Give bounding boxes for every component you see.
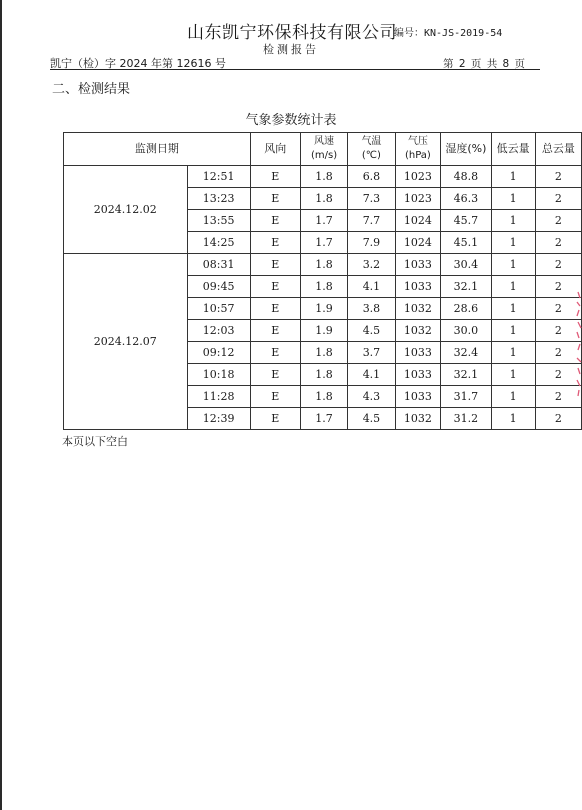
humidity-cell: 30.0 [441, 320, 491, 342]
pressure-cell: 1032 [395, 408, 441, 430]
dir-cell: E [250, 254, 300, 276]
time-cell: 12:03 [187, 320, 250, 342]
humidity-cell: 45.1 [441, 232, 491, 254]
low-cell: 1 [491, 232, 535, 254]
dir-cell: E [250, 210, 300, 232]
time-cell: 14:25 [187, 232, 250, 254]
header-wind-direction: 风向 [250, 133, 300, 166]
temp-cell: 4.5 [348, 320, 395, 342]
table-row [64, 166, 582, 188]
pressure-cell: 1032 [395, 298, 441, 320]
pressure-cell: 1033 [395, 254, 441, 276]
low-cell: 1 [491, 364, 535, 386]
time-cell: 13:55 [187, 210, 250, 232]
time-cell: 12:51 [187, 166, 250, 188]
humidity-cell: 32.4 [441, 342, 491, 364]
low-cell: 1 [491, 408, 535, 430]
humidity-cell: 45.7 [441, 210, 491, 232]
header-pressure: 气压 (hPa) [395, 133, 441, 166]
speed-cell: 1.7 [300, 408, 347, 430]
header-low-cloud: 低云量 [491, 133, 535, 166]
speed-cell: 1.8 [300, 166, 347, 188]
speed-cell: 1.8 [300, 276, 347, 298]
humidity-cell: 31.2 [441, 408, 491, 430]
temp-cell: 7.9 [348, 232, 395, 254]
pressure-cell: 1032 [395, 320, 441, 342]
speed-cell: 1.7 [300, 232, 347, 254]
speed-cell: 1.9 [300, 320, 347, 342]
total-cell: 2 [535, 408, 581, 430]
pressure-cell: 1024 [395, 232, 441, 254]
dir-cell: E [250, 408, 300, 430]
page-info: 第 2 页 共 8 页 [443, 58, 526, 70]
time-cell: 11:28 [187, 386, 250, 408]
speed-cell: 1.9 [300, 298, 347, 320]
document-number: 编号：KN-JS-2019-54 [394, 28, 503, 39]
seal-stamp-strokes [577, 292, 581, 396]
total-cell: 2 [535, 276, 581, 298]
dir-cell: E [250, 232, 300, 254]
pressure-cell: 1023 [395, 188, 441, 210]
dir-cell: E [250, 188, 300, 210]
temp-cell: 4.3 [348, 386, 395, 408]
speed-cell: 1.8 [300, 364, 347, 386]
table-header-row [64, 133, 582, 166]
temp-cell: 7.3 [348, 188, 395, 210]
seal-stamp-fragment [572, 288, 582, 398]
dir-cell: E [250, 364, 300, 386]
header-humidity: 湿度(%) [441, 133, 491, 166]
section-heading: 二、检测结果 [52, 82, 131, 97]
pressure-cell: 1023 [395, 166, 441, 188]
blank-note: 本页以下空白 [62, 435, 128, 448]
dir-cell: E [250, 320, 300, 342]
temp-cell: 4.5 [348, 408, 395, 430]
temp-cell: 3.2 [348, 254, 395, 276]
total-cell: 2 [535, 298, 581, 320]
total-cell: 2 [535, 320, 581, 342]
dir-cell: E [250, 386, 300, 408]
table-row [64, 254, 582, 276]
report-title: 检测报告 [263, 43, 319, 56]
low-cell: 1 [491, 166, 535, 188]
time-cell: 12:39 [187, 408, 250, 430]
humidity-cell: 32.1 [441, 276, 491, 298]
low-cell: 1 [491, 298, 535, 320]
speed-cell: 1.8 [300, 188, 347, 210]
time-cell: 10:57 [187, 298, 250, 320]
total-cell: 2 [535, 254, 581, 276]
total-cell: 2 [535, 364, 581, 386]
dir-cell: E [250, 342, 300, 364]
report-reference: 凯宁（检）字 2024 年第 12616 号 [50, 57, 226, 70]
table-body [64, 166, 582, 430]
low-cell: 1 [491, 210, 535, 232]
date-cell: 2024.12.07 [64, 254, 188, 430]
time-cell: 09:12 [187, 342, 250, 364]
low-cell: 1 [491, 320, 535, 342]
low-cell: 1 [491, 342, 535, 364]
total-cell: 2 [535, 386, 581, 408]
temp-cell: 7.7 [348, 210, 395, 232]
temp-cell: 6.8 [348, 166, 395, 188]
pressure-cell: 1033 [395, 364, 441, 386]
dir-cell: E [250, 298, 300, 320]
company-name: 山东凯宁环保科技有限公司 [187, 23, 397, 43]
humidity-cell: 48.8 [441, 166, 491, 188]
header-date: 监测日期 [64, 133, 251, 166]
total-cell: 2 [535, 188, 581, 210]
low-cell: 1 [491, 386, 535, 408]
header-rule [50, 69, 540, 70]
total-cell: 2 [535, 166, 581, 188]
pressure-cell: 1024 [395, 210, 441, 232]
header-wind-speed: 风速 (m/s) [300, 133, 347, 166]
dir-cell: E [250, 276, 300, 298]
humidity-cell: 28.6 [441, 298, 491, 320]
humidity-cell: 30.4 [441, 254, 491, 276]
humidity-cell: 32.1 [441, 364, 491, 386]
low-cell: 1 [491, 276, 535, 298]
pressure-cell: 1033 [395, 276, 441, 298]
total-cell: 2 [535, 232, 581, 254]
total-cell: 2 [535, 210, 581, 232]
humidity-cell: 31.7 [441, 386, 491, 408]
temp-cell: 3.8 [348, 298, 395, 320]
header-total-cloud: 总云量 [535, 133, 581, 166]
pressure-cell: 1033 [395, 386, 441, 408]
total-cell: 2 [535, 342, 581, 364]
time-cell: 10:18 [187, 364, 250, 386]
dir-cell: E [250, 166, 300, 188]
date-cell: 2024.12.02 [64, 166, 188, 254]
pressure-cell: 1033 [395, 342, 441, 364]
temp-cell: 4.1 [348, 276, 395, 298]
speed-cell: 1.8 [300, 254, 347, 276]
table-title: 气象参数统计表 [245, 113, 337, 128]
time-cell: 08:31 [187, 254, 250, 276]
weather-table [63, 132, 582, 430]
humidity-cell: 46.3 [441, 188, 491, 210]
speed-cell: 1.7 [300, 210, 347, 232]
time-cell: 13:23 [187, 188, 250, 210]
temp-cell: 3.7 [348, 342, 395, 364]
low-cell: 1 [491, 188, 535, 210]
temp-cell: 4.1 [348, 364, 395, 386]
header-temperature: 气温 (℃) [348, 133, 395, 166]
time-cell: 09:45 [187, 276, 250, 298]
speed-cell: 1.8 [300, 386, 347, 408]
low-cell: 1 [491, 254, 535, 276]
speed-cell: 1.8 [300, 342, 347, 364]
